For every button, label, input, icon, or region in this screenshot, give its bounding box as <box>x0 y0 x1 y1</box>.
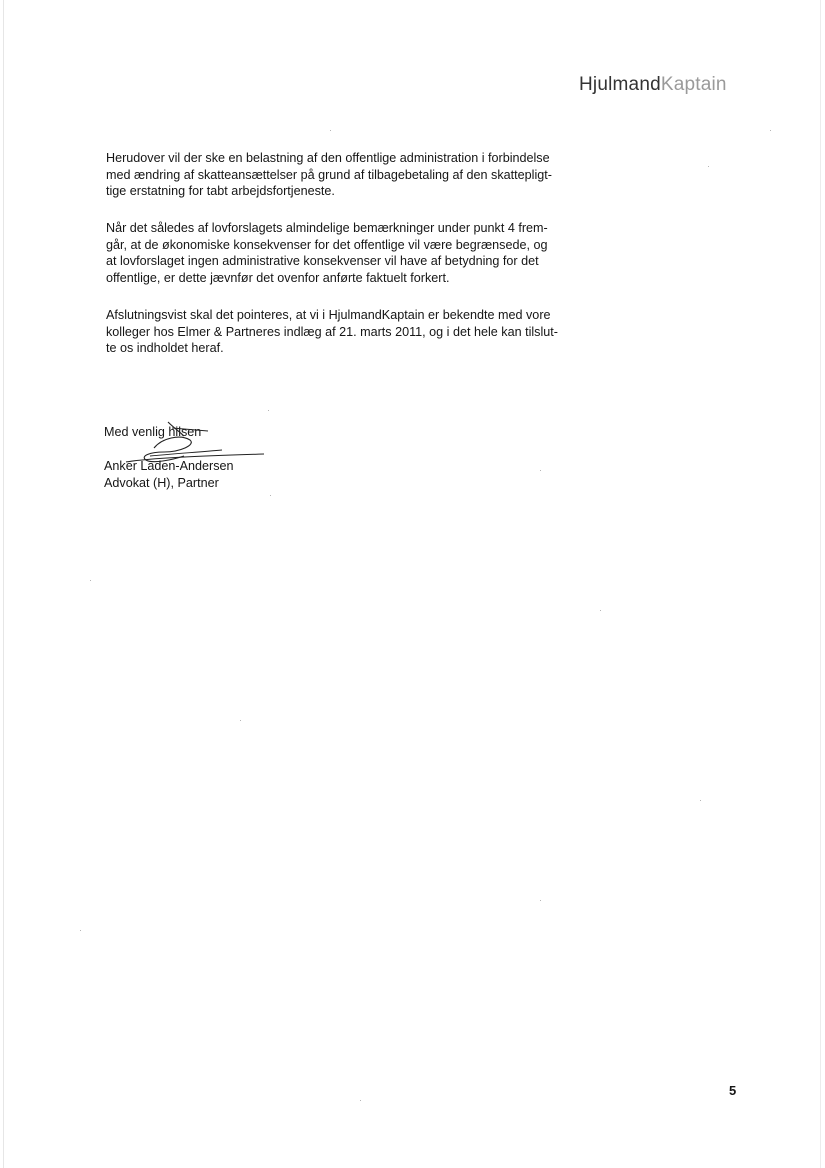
scan-speck <box>80 930 81 931</box>
paragraph-administration <box>106 150 552 200</box>
scan-speck <box>600 610 601 611</box>
paragraph-line: Afslutningsvist skal det pointeres, at vi i HjulmandKaptain er bekendte med vore <box>106 308 551 322</box>
paragraph-conclusion <box>106 307 558 357</box>
paragraph-line: Når det således af lovforslagets almindelige bemærkninger under punkt 4 frem- <box>106 221 548 235</box>
paragraph-line: kolleger hos Elmer & Partneres indlæg af 21. marts 2011, og i det hele kan tilslut- <box>106 324 558 339</box>
paragraph-line: Herudover vil der ske en belastning af den offentlige administration i forbindelse <box>106 151 550 165</box>
signer-title: Advokat (H), Partner <box>104 476 219 490</box>
scan-speck <box>540 470 541 471</box>
paragraph-line: går, at de økonomiske konsekvenser for det offentlige vil være begrænsede, og <box>106 237 548 252</box>
scan-speck <box>330 130 331 131</box>
scan-speck <box>360 1100 361 1101</box>
scan-speck <box>540 900 541 901</box>
scan-speck <box>700 800 701 801</box>
scan-speck <box>770 130 771 131</box>
scan-speck <box>708 166 709 167</box>
paragraph-consequences <box>106 220 548 286</box>
closing-greeting: Med venlig hilsen <box>104 425 202 439</box>
paragraph-line: tige erstatning for tabt arbejdsfortjeneste. <box>106 184 335 198</box>
paragraph-line: at lovforslaget ingen administrative konsekvenser vil have af betydning for det <box>106 254 539 268</box>
page-edge-left <box>3 0 4 1168</box>
paragraph-line: te os indholdet heraf. <box>106 341 224 355</box>
scan-speck <box>268 410 269 411</box>
signer-name: Anker Laden-Andersen <box>104 459 234 473</box>
signer-block <box>104 458 234 492</box>
page-edge-right <box>820 0 821 1168</box>
scan-speck <box>240 720 241 721</box>
scan-speck <box>90 580 91 581</box>
company-logo <box>579 74 727 96</box>
logo-text-hjulmand: Hjulmand <box>579 74 661 95</box>
page-number: 5 <box>729 1083 737 1098</box>
paragraph-line: offentlige, er dette jævnfør det ovenfor anførte faktuelt forkert. <box>106 270 450 285</box>
logo-text-kaptain: Kaptain <box>660 74 727 95</box>
paragraph-line: med ændring af skatteansættelser på grund af tilbagebetaling af den skattepligt- <box>106 167 552 182</box>
scan-speck <box>270 495 271 496</box>
